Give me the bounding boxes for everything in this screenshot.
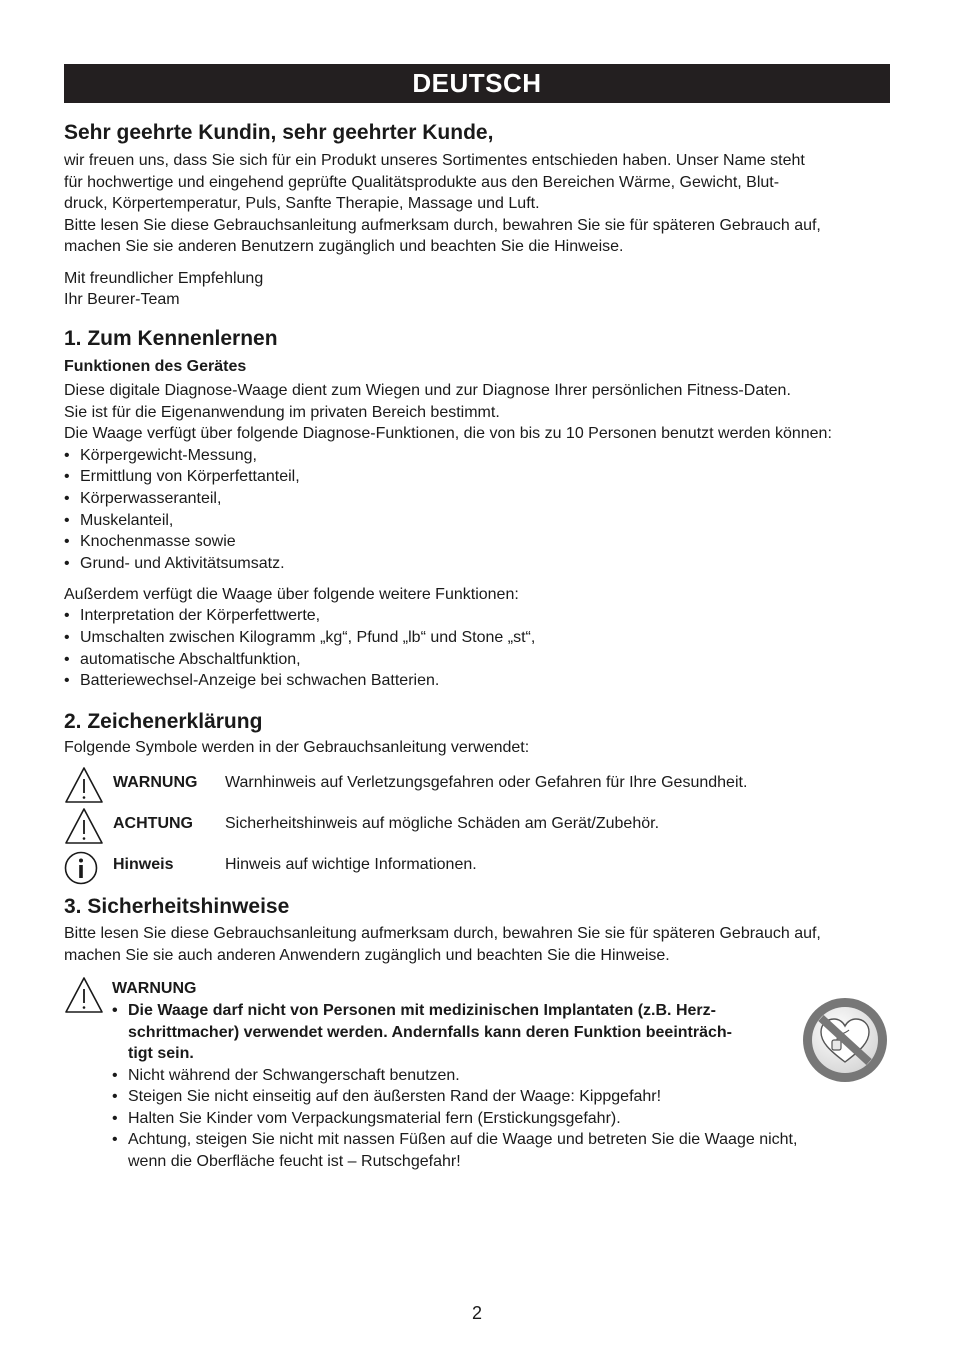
section-3	[64, 895, 890, 966]
section-2-title: 2. Zeichenerklärung	[64, 710, 263, 733]
intro-line: wir freuen uns, dass Sie sich für ein Produkt unseres Sortimentes entschieden haben. Unser Name steht	[64, 152, 805, 169]
symbol-row-achtung	[64, 806, 890, 842]
bold-line: tigt sein.	[128, 1045, 194, 1062]
section-3-line: Bitte lesen Sie diese Gebrauchsanleitung aufmerksam durch, bewahren Sie sie für späteren Gebrauch auf,	[64, 925, 821, 942]
safety-list	[112, 1000, 852, 1172]
list-item: • Nicht während der Schwangerschaft benutzen.	[112, 1065, 852, 1087]
list-item: • automatische Abschaltfunktion,	[64, 649, 890, 671]
section-2	[64, 710, 890, 759]
greeting-heading: Sehr geehrte Kundin, sehr geehrter Kunde,	[64, 121, 494, 144]
section-1-line: Diese digitale Diagnose-Waage dient zum Wiegen und zur Diagnose Ihrer persönlichen Fitness-Daten.	[64, 382, 791, 399]
bold-line: schrittmacher) verwendet werden. Andernfalls kann deren Funktion beeinträch-	[128, 1023, 732, 1041]
intro-line: Bitte lesen Sie diese Gebrauchsanleitung aufmerksam durch, bewahren Sie sie für späteren Gebrauch auf,	[64, 216, 821, 234]
section-2-intro: Folgende Symbole werden in der Gebrauchsanleitung verwendet:	[64, 739, 530, 756]
list-item: • Knochenmasse sowie	[64, 531, 890, 553]
warning-block	[112, 978, 852, 1172]
extra-functions-list	[64, 605, 890, 692]
page-number: 2	[471, 1303, 482, 1323]
info-circle-icon	[64, 851, 100, 892]
language-title: DEUTSCH	[412, 68, 542, 98]
list-item: • Halten Sie Kinder vom Verpackungsmaterial fern (Erstickungsgefahr).	[112, 1108, 852, 1130]
list-item: • Ermittlung von Körperfettanteil,	[64, 466, 890, 488]
list-item: • Körperwasseranteil,	[64, 488, 890, 510]
bold-line: Die Waage darf nicht von Personen mit medizinischen Implantaten (z.B. Herz-	[128, 1002, 716, 1019]
intro-line: für hochwertige und eingehend geprüfte Qualitätsprodukte aus den Bereichen Wärme, Gewicht, Blut-	[64, 173, 780, 191]
list-item: • Grund- und Aktivitätsumsatz.	[64, 553, 890, 575]
symbol-row-hinweis	[64, 851, 890, 887]
item-line: wenn die Oberfläche feucht ist – Rutschgefahr!	[128, 1152, 461, 1170]
warning-triangle-icon	[64, 806, 104, 851]
functions-list	[64, 445, 890, 575]
extra-intro: Außerdem verfügt die Waage über folgende weitere Funktionen:	[64, 585, 519, 603]
list-item: • Körpergewicht-Messung,	[64, 445, 890, 467]
item-line: Achtung, steigen Sie nicht mit nassen Füßen auf die Waage und betreten Sie die Waage nicht,	[128, 1131, 798, 1148]
symbol-label: WARNUNG	[113, 774, 198, 791]
intro	[64, 121, 890, 311]
no-pacemaker-icon	[801, 996, 889, 1089]
symbol-label: ACHTUNG	[113, 815, 193, 832]
list-item: • Umschalten zwischen Kilogramm „kg“, Pfund „lb“ und Stone „st“,	[64, 627, 890, 649]
symbol-text: Hinweis auf wichtige Informationen.	[225, 856, 477, 873]
section-1-line: Die Waage verfügt über folgende Diagnose-Funktionen, die von bis zu 10 Personen benutzt werden können:	[64, 425, 832, 442]
section-3-line: machen Sie sie auch anderen Anwendern zugänglich und beachten Sie die Hinweise.	[64, 946, 670, 964]
section-1-title: 1. Zum Kennenlernen	[64, 327, 278, 350]
symbol-row-warning	[64, 765, 890, 801]
intro-line: machen Sie sie anderen Benutzern zugänglich und beachten Sie die Hinweise.	[64, 238, 624, 255]
section-1-subtitle: Funktionen des Gerätes	[64, 358, 247, 375]
closing-line: Ihr Beurer-Team	[64, 291, 180, 308]
section-1	[64, 327, 890, 692]
list-item: • Batteriewechsel-Anzeige bei schwachen Batterien.	[64, 670, 890, 692]
list-item	[112, 1129, 852, 1172]
list-item: • Steigen Sie nicht einseitig auf den äußersten Rand der Waage: Kippgefahr!	[112, 1086, 852, 1108]
warning-label: WARNUNG	[112, 980, 197, 997]
intro-line: druck, Körpertemperatur, Puls, Sanfte Therapie, Massage und Luft.	[64, 195, 540, 212]
closing-line: Mit freundlicher Empfehlung	[64, 269, 264, 287]
warning-triangle-icon	[64, 765, 104, 810]
symbol-text: Sicherheitshinweis auf mögliche Schäden am Gerät/Zubehör.	[225, 815, 660, 832]
symbol-label: Hinweis	[113, 856, 174, 873]
list-item: • Muskelanteil,	[64, 510, 890, 532]
section-1-line: Sie ist für die Eigenanwendung im privaten Bereich bestimmt.	[64, 403, 500, 421]
section-3-title: 3. Sicherheitshinweise	[64, 895, 290, 918]
language-banner	[64, 64, 890, 103]
list-item: • Interpretation der Körperfettwerte,	[64, 605, 890, 627]
list-item-bold	[112, 1000, 852, 1065]
symbol-text: Warnhinweis auf Verletzungsgefahren oder Gefahren für Ihre Gesundheit.	[225, 774, 748, 791]
warning-triangle-icon	[64, 975, 104, 1020]
